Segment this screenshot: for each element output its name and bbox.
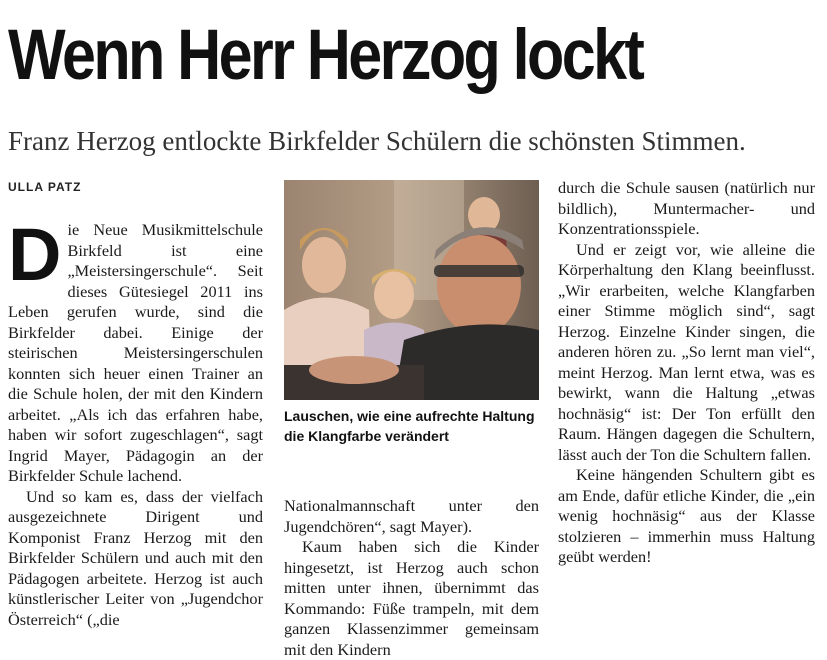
photo-caption: Lauschen, wie eine aufrechte Haltung die Klangfarbe verändert xyxy=(284,408,535,444)
paragraph: Nationalmannschaft unter den Jugendchören“, sagt Mayer). xyxy=(284,496,539,536)
drop-cap: D xyxy=(8,213,62,296)
article-column-3 xyxy=(558,178,815,568)
paragraph: Und er zeigt vor, wie alleine die Körperhaltung den Klang beeinflusst. „Wir erarbeiten, welche Klangfarben einer Stimme möglich sind“, sagt Herzog. Einzelne Kinder singen, die anderen hören zu. „So lernt man viel“, meint Herzog. Man lernt etwa, was es bewirkt, wann die Haltung „etwas hochnäsig“ ist: Der Ton erfüllt den Raum. Hängen dagegen die Schultern, lässt auch der Ton die Schultern fallen. xyxy=(558,239,815,464)
article-column-1 xyxy=(8,213,263,630)
paragraph: durch die Schule sausen (natürlich nur bildlich), Muntermacher- und Konzentrationsspiele. xyxy=(558,178,815,238)
paragraph: Kaum haben sich die Kinder hingesetzt, ist Herzog auch schon mitten unter ihnen, übernimmt das Kommando: Füße trampeln, mit dem ganzen Klassenzimmer gemeinsam mit den Kindern xyxy=(284,537,539,659)
paragraph: Keine hängenden Schultern gibt es am Ende, dafür etliche Kinder, die „ein wenig hochnäsig“ aus der Klasse stolzieren – immerhin muss Haltung geübt werden! xyxy=(558,465,815,566)
author-byline: ULLA PATZ xyxy=(8,180,82,194)
paragraph-text: ie Neue Musikmittelschule Birkfeld ist eine „Meistersingerschule“. Seit dieses Gütesiegel 2011 ins Leben gerufen wurde, sind die Birkfelder dabei. Einige der steirischen Meistersingerschulen konnten sich heuer einen Trainer an die Schule holen, der mit den Kindern arbeitet. „Als ich das erfahren habe, haben wir sofort zugeschlagen“, sagt Ingrid Mayer, Pädagogin an der Birkfelder Schule lachend. xyxy=(8,220,263,485)
paragraph: Und so kam es, dass der vielfach ausgezeichnete Dirigent und Komponist Franz Herzog mit den Birkfelder Schülern und auch mit den Pädagogen arbeitete. Herzog ist auch künstlerischer Leiter von „Jugendchor Österreich“ („die xyxy=(8,486,263,629)
article-photo xyxy=(284,180,539,400)
headline: Wenn Herr Herzog lockt xyxy=(8,16,643,95)
subtitle: Franz Herzog entlockte Birkfelder Schülern die schönsten Stimmen. xyxy=(8,126,746,156)
classroom-photo-image xyxy=(284,180,539,400)
article-column-2 xyxy=(284,496,539,660)
paragraph xyxy=(8,213,263,487)
